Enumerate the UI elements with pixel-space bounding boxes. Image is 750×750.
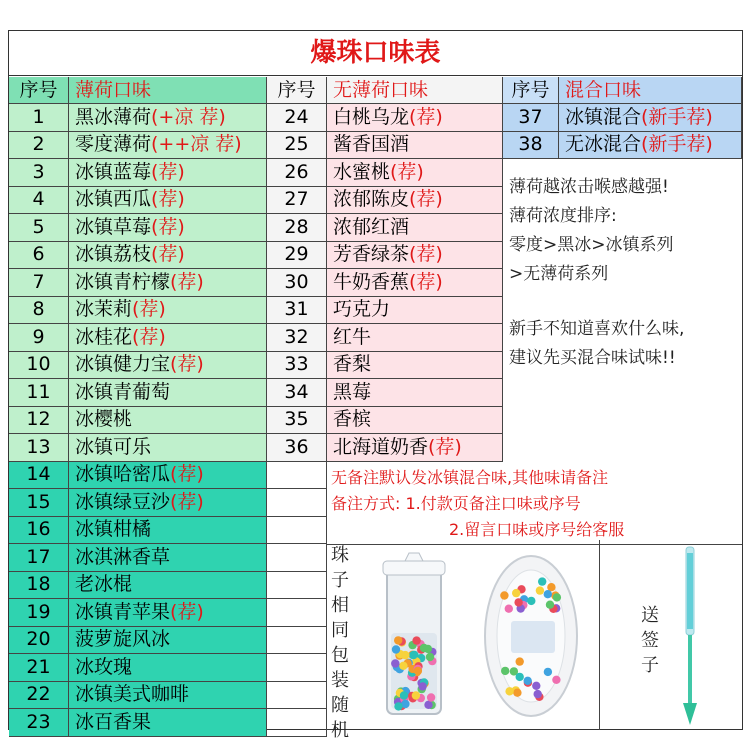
table-row-flavor xyxy=(327,159,503,187)
table-row-number xyxy=(503,104,559,132)
recommend-tag: (荐) xyxy=(170,490,204,513)
table-row-number xyxy=(9,572,69,600)
empty-cell xyxy=(267,462,327,490)
flavor-number: 20 xyxy=(26,628,51,651)
header-label: 混合口味 xyxy=(565,78,642,101)
table-row-number xyxy=(267,104,327,132)
table-row-number xyxy=(9,214,69,242)
pick-stick-image xyxy=(677,545,703,727)
flavor-number: 27 xyxy=(284,188,309,211)
table-row-number xyxy=(9,654,69,682)
gift-note: 送签子 xyxy=(641,605,659,676)
bead xyxy=(512,589,520,597)
bead xyxy=(414,667,422,675)
recommend-tag: (荐) xyxy=(428,435,462,458)
note-line: >无薄荷系列 xyxy=(509,264,609,284)
bead xyxy=(544,590,552,598)
header-mint xyxy=(69,77,267,104)
recommend-tag: (新手荐) xyxy=(641,133,713,156)
empty-cell xyxy=(267,572,327,600)
flavor-name: 牛奶香蕉 xyxy=(333,270,410,293)
bead xyxy=(514,598,522,606)
flavor-name: 冰镇混合 xyxy=(565,105,642,128)
table-row-number xyxy=(9,269,69,297)
flavor-number: 9 xyxy=(32,325,45,348)
bead xyxy=(546,601,554,609)
flavor-number: 31 xyxy=(284,298,309,321)
flavor-name: 冰镇草莓 xyxy=(75,215,152,238)
bead xyxy=(513,689,521,697)
flavor-name: 冰镇绿豆沙 xyxy=(75,490,171,513)
flavor-number: 34 xyxy=(284,380,309,403)
table-row-flavor xyxy=(327,324,503,352)
table-row-flavor xyxy=(69,682,267,710)
bead-jar-image xyxy=(379,551,449,721)
table-row-flavor xyxy=(69,187,267,215)
table-row-number xyxy=(9,407,69,435)
table-row-number xyxy=(267,242,327,270)
empty-cell xyxy=(267,489,327,517)
recommend-tag: (荐) xyxy=(409,188,443,211)
table-row-flavor xyxy=(69,599,267,627)
table-row-flavor xyxy=(69,159,267,187)
table-row-flavor xyxy=(69,517,267,545)
table-row-flavor xyxy=(327,187,503,215)
recommend-tag: (荐) xyxy=(170,600,204,623)
table-row-flavor xyxy=(327,214,503,242)
flavor-number: 10 xyxy=(26,353,51,376)
bead-pack-image xyxy=(481,551,581,721)
bead xyxy=(532,682,540,690)
recommend-tag: (+凉 荐) xyxy=(151,105,226,128)
header-nomint xyxy=(327,77,503,104)
flavor-name: 冰镇青柠檬 xyxy=(75,270,171,293)
bead xyxy=(501,667,509,675)
recommend-tag: (荐) xyxy=(409,105,443,128)
table-row-number xyxy=(267,407,327,435)
flavor-number: 21 xyxy=(26,655,51,678)
flavor-number: 8 xyxy=(32,298,45,321)
header-label: 序号 xyxy=(511,78,550,101)
bead xyxy=(544,668,552,676)
table-row-flavor xyxy=(69,324,267,352)
table-row-flavor xyxy=(327,434,503,462)
bead xyxy=(394,636,402,644)
flavor-number: 32 xyxy=(284,325,309,348)
table-row-number xyxy=(9,159,69,187)
flavor-name: 白桃乌龙 xyxy=(333,105,410,128)
page-title: 爆珠口味表 xyxy=(9,31,742,76)
header-label: 序号 xyxy=(277,78,316,101)
flavor-name: 冰镇哈密瓜 xyxy=(75,463,171,486)
recommend-tag: (荐) xyxy=(170,353,204,376)
empty-cell xyxy=(267,682,327,710)
flavor-name: 北海道奶香 xyxy=(333,435,429,458)
table-row-flavor xyxy=(69,544,267,572)
bead xyxy=(552,676,560,684)
table-row-flavor xyxy=(69,297,267,325)
recommend-tag: (荐) xyxy=(151,215,185,238)
header-number-nomint xyxy=(267,77,327,104)
flavor-number: 29 xyxy=(284,243,309,266)
header-number-mint xyxy=(9,77,69,104)
flavor-name: 老冰棍 xyxy=(75,573,133,596)
flavor-name: 菠萝旋风冰 xyxy=(75,628,171,651)
empty-cell xyxy=(267,627,327,655)
table-row-flavor xyxy=(69,269,267,297)
table-row-number xyxy=(9,544,69,572)
beginner-notes xyxy=(509,315,684,373)
flavor-name: 黑莓 xyxy=(333,380,372,403)
flavor-name: 冰镇蓝莓 xyxy=(75,160,152,183)
table-row-number xyxy=(9,627,69,655)
flavor-name: 香梨 xyxy=(333,353,372,376)
header-label: 序号 xyxy=(19,78,58,101)
recommend-tag: (荐) xyxy=(132,298,166,321)
remark-line-1: 无备注默认发冰镇混合味,其他味请备注 xyxy=(331,468,609,487)
table-row-flavor xyxy=(69,572,267,600)
table-row-flavor xyxy=(69,489,267,517)
note-line: 建议先买混合味试味!! xyxy=(509,348,676,368)
empty-cell xyxy=(267,599,327,627)
table-row-flavor xyxy=(69,352,267,380)
recommend-tag: (++凉 荐) xyxy=(151,133,242,156)
bead xyxy=(424,645,432,653)
bead xyxy=(412,691,420,699)
header-mixed xyxy=(559,77,742,104)
flavor-number: 25 xyxy=(284,133,309,156)
table-row-number xyxy=(9,682,69,710)
bead xyxy=(424,701,432,709)
header-label: 薄荷口味 xyxy=(75,78,152,101)
bead xyxy=(553,593,561,601)
recommend-tag: (新手荐) xyxy=(641,105,713,128)
recommend-tag: (荐) xyxy=(132,325,166,348)
table-row-number xyxy=(267,214,327,242)
note-line: 零度>黑冰>冰镇系列 xyxy=(509,235,674,255)
flavor-name: 红牛 xyxy=(333,325,372,348)
flavor-name: 冰镇青苹果 xyxy=(75,600,171,623)
flavor-name: 冰镇柑橘 xyxy=(75,518,152,541)
flavor-number: 38 xyxy=(518,133,543,156)
flavor-number: 2 xyxy=(32,133,45,156)
bead xyxy=(426,653,434,661)
flavor-number: 17 xyxy=(26,545,51,568)
empty-cell xyxy=(267,544,327,572)
table-row-flavor xyxy=(327,379,503,407)
bead xyxy=(401,651,409,659)
table-row-flavor xyxy=(327,242,503,270)
flavor-name: 浓郁红酒 xyxy=(333,215,410,238)
flavor-number: 24 xyxy=(284,105,309,128)
recommend-tag: (荐) xyxy=(409,243,443,266)
flavor-name: 冰镇可乐 xyxy=(75,435,152,458)
recommend-tag: (荐) xyxy=(151,160,185,183)
flavor-name: 黑冰薄荷 xyxy=(75,105,152,128)
remark-line-2: 备注方式: 1.付款页备注口味或序号 xyxy=(331,494,581,513)
bead xyxy=(516,657,524,665)
recommend-tag: (荐) xyxy=(390,160,424,183)
table-row-number xyxy=(9,517,69,545)
recommend-tag: (荐) xyxy=(170,463,204,486)
table-row-number xyxy=(267,269,327,297)
bead xyxy=(391,659,399,667)
note-line: 薄荷越浓击喉感越强! xyxy=(509,177,669,197)
table-row-flavor xyxy=(69,379,267,407)
bead xyxy=(412,636,420,644)
bead xyxy=(399,662,407,670)
flavor-name: 浓郁陈皮 xyxy=(333,188,410,211)
bead xyxy=(536,586,544,594)
divider xyxy=(599,540,600,730)
table-row-flavor xyxy=(69,242,267,270)
bead xyxy=(409,651,417,659)
header-label: 无薄荷口味 xyxy=(333,78,429,101)
flavor-number: 22 xyxy=(26,683,51,706)
flavor-number: 5 xyxy=(32,215,45,238)
bead xyxy=(394,702,402,710)
table-row-number xyxy=(9,352,69,380)
table-row-flavor xyxy=(559,132,742,160)
table-row-flavor xyxy=(69,627,267,655)
flavor-number: 12 xyxy=(26,408,51,431)
flavor-number: 11 xyxy=(26,380,51,403)
bead xyxy=(427,693,435,701)
flavor-number: 16 xyxy=(26,518,51,541)
remark-line-3: 2.留言口味或序号给客服 xyxy=(449,520,625,539)
flavor-name: 无冰混合 xyxy=(565,133,642,156)
bead xyxy=(505,605,513,613)
note-line: 薄荷浓度排序: xyxy=(509,206,617,226)
table-row-flavor xyxy=(327,407,503,435)
table-row-flavor xyxy=(327,297,503,325)
table-row-number xyxy=(267,379,327,407)
table-row-number xyxy=(267,187,327,215)
flavor-number: 15 xyxy=(26,490,51,513)
table-row-number xyxy=(267,159,327,187)
table-row-number xyxy=(9,242,69,270)
flavor-name: 冰镇西瓜 xyxy=(75,188,152,211)
table-row-number xyxy=(9,379,69,407)
flavor-name: 冰玫瑰 xyxy=(75,655,133,678)
flavor-number: 30 xyxy=(284,270,309,293)
flavor-name: 冰百香果 xyxy=(75,710,152,733)
flavor-name: 芳香绿茶 xyxy=(333,243,410,266)
flavor-number: 4 xyxy=(32,188,45,211)
flavor-number: 18 xyxy=(26,573,51,596)
table-row-flavor xyxy=(69,654,267,682)
table-row-flavor xyxy=(69,407,267,435)
bead xyxy=(524,677,532,685)
recommend-tag: (荐) xyxy=(151,188,185,211)
bead xyxy=(418,682,426,690)
flavor-number: 3 xyxy=(32,160,45,183)
flavor-number: 28 xyxy=(284,215,309,238)
table-row-flavor xyxy=(327,352,503,380)
table-row-number xyxy=(267,297,327,325)
flavor-name: 冰淇淋香草 xyxy=(75,545,171,568)
mint-strength-notes xyxy=(509,173,674,289)
table-row-flavor xyxy=(69,462,267,490)
flavor-number: 13 xyxy=(26,435,51,458)
recommend-tag: (荐) xyxy=(151,243,185,266)
table-row-number xyxy=(9,104,69,132)
table-row-number xyxy=(9,434,69,462)
flavor-name: 水蜜桃 xyxy=(333,160,391,183)
table-row-flavor xyxy=(69,709,267,737)
table-row-number xyxy=(9,709,69,737)
header-number-mixed xyxy=(503,77,559,104)
flavor-name: 巧克力 xyxy=(333,298,391,321)
flavor-name: 冰镇健力宝 xyxy=(75,353,171,376)
table-row-number xyxy=(267,132,327,160)
flavor-number: 37 xyxy=(518,105,543,128)
table-row-flavor xyxy=(327,104,503,132)
bead xyxy=(500,591,508,599)
table-row-flavor xyxy=(69,132,267,160)
table-row-flavor xyxy=(69,104,267,132)
empty-cell xyxy=(267,709,327,737)
table-row-number xyxy=(9,324,69,352)
flavor-table xyxy=(8,30,743,741)
flavor-name: 零度薄荷 xyxy=(75,133,152,156)
flavor-number: 33 xyxy=(284,353,309,376)
flavor-name: 香槟 xyxy=(333,408,372,431)
table-row-number xyxy=(9,599,69,627)
table-row-flavor xyxy=(69,434,267,462)
bead xyxy=(392,645,400,653)
flavor-number: 19 xyxy=(26,600,51,623)
table-row-number xyxy=(9,132,69,160)
flavor-name: 冰镇美式咖啡 xyxy=(75,683,190,706)
note-line: 新手不知道喜欢什么味, xyxy=(509,319,685,339)
empty-cell xyxy=(267,517,327,545)
bead xyxy=(527,597,535,605)
bead xyxy=(534,690,542,698)
flavor-number: 7 xyxy=(32,270,45,293)
flavor-name: 冰樱桃 xyxy=(75,408,133,431)
flavor-number: 36 xyxy=(284,435,309,458)
flavor-number: 14 xyxy=(26,463,51,486)
table-row-number xyxy=(9,462,69,490)
table-row-number xyxy=(9,297,69,325)
flavor-name: 冰桂花 xyxy=(75,325,133,348)
flavor-number: 1 xyxy=(32,105,45,128)
flavor-name: 酱香国酒 xyxy=(333,133,410,156)
flavor-number: 26 xyxy=(284,160,309,183)
recommend-tag: (荐) xyxy=(170,270,204,293)
bead xyxy=(400,691,408,699)
table-row-number xyxy=(267,324,327,352)
table-row-number xyxy=(9,187,69,215)
bead xyxy=(516,673,524,681)
table-row-number xyxy=(267,434,327,462)
flavor-number: 23 xyxy=(26,710,51,733)
recommend-tag: (荐) xyxy=(409,270,443,293)
table-row-flavor xyxy=(327,269,503,297)
flavor-name: 冰茉莉 xyxy=(75,298,133,321)
table-row-flavor xyxy=(559,104,742,132)
packaging-note: 珠子相同包装随机 xyxy=(331,545,349,741)
flavor-name: 冰镇青葡萄 xyxy=(75,380,171,403)
bead xyxy=(538,577,546,585)
table-row-number xyxy=(267,352,327,380)
flavor-number: 6 xyxy=(32,243,45,266)
flavor-number: 35 xyxy=(284,408,309,431)
table-row-flavor xyxy=(327,132,503,160)
table-row-number xyxy=(503,132,559,160)
bead xyxy=(505,687,513,695)
table-row-number xyxy=(9,489,69,517)
flavor-name: 冰镇荔枝 xyxy=(75,243,152,266)
empty-cell xyxy=(267,654,327,682)
table-row-flavor xyxy=(69,214,267,242)
